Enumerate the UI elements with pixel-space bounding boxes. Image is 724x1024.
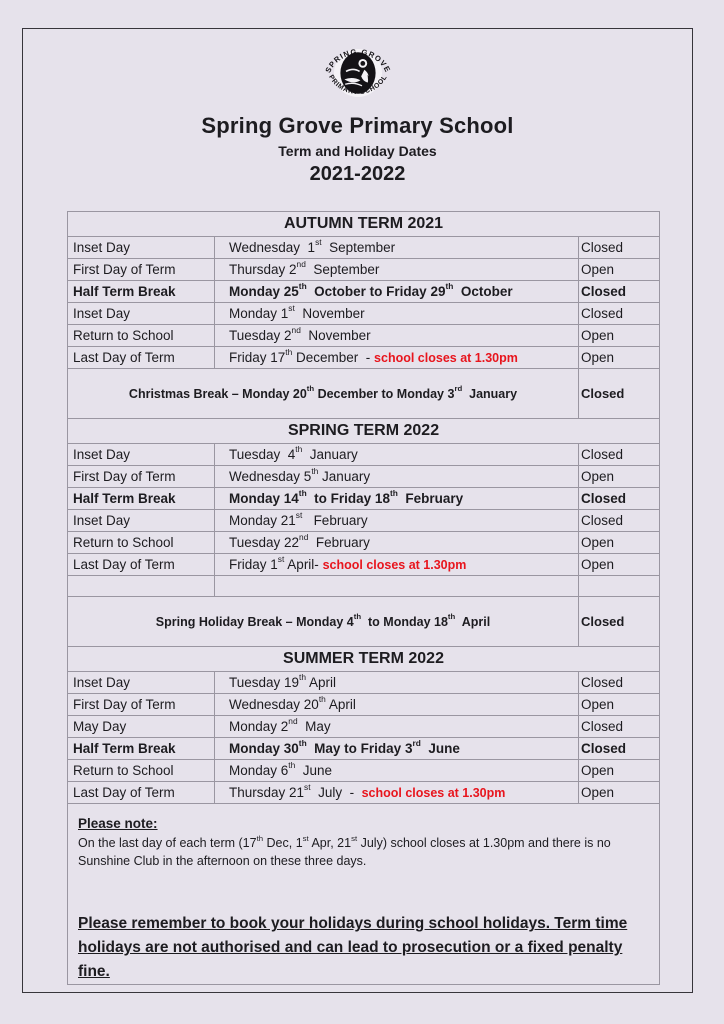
event-label-cell: First Day of Term bbox=[68, 466, 215, 488]
term-event-row bbox=[68, 347, 660, 369]
event-date-cell: Monday 2nd May bbox=[215, 716, 579, 738]
please-note-heading: Please note: bbox=[78, 816, 158, 831]
event-label-cell: First Day of Term bbox=[68, 259, 215, 281]
event-date-cell: Monday 1st November bbox=[215, 303, 579, 325]
event-status-cell: Open bbox=[579, 760, 660, 782]
term-event-row bbox=[68, 281, 660, 303]
term-event-row bbox=[68, 716, 660, 738]
event-date-cell: Friday 17th December - school closes at 1.30pm bbox=[215, 347, 579, 369]
event-status-cell: Closed bbox=[579, 237, 660, 259]
event-date-cell: Monday 30th May to Friday 3rd June bbox=[215, 738, 579, 760]
term-section-title-cell: SPRING TERM 2022 bbox=[68, 419, 660, 444]
holiday-break-row bbox=[68, 597, 660, 647]
term-event-row bbox=[68, 782, 660, 804]
event-date-cell: Tuesday 22nd February bbox=[215, 532, 579, 554]
school-year-range: 2021-2022 bbox=[309, 163, 406, 185]
term-event-row bbox=[68, 444, 660, 466]
event-status-cell: Open bbox=[579, 782, 660, 804]
notes-row bbox=[68, 804, 660, 985]
event-label-cell: Return to School bbox=[68, 325, 215, 347]
event-label-cell: Return to School bbox=[68, 532, 215, 554]
page-title: Spring Grove Primary School bbox=[201, 113, 514, 138]
event-date-cell: Thursday 2nd September bbox=[215, 259, 579, 281]
event-date-cell: Monday 21st February bbox=[215, 510, 579, 532]
event-label-cell: Inset Day bbox=[68, 672, 215, 694]
event-date-cell: Monday 14th to Friday 18th February bbox=[215, 488, 579, 510]
holiday-break-row bbox=[68, 369, 660, 419]
event-date-cell: Friday 1st April- school closes at 1.30pm bbox=[215, 554, 579, 576]
notes-cell bbox=[68, 804, 660, 985]
please-note-body: On the last day of each term (17th Dec, 1st Apr, 21st July) school closes at 1.30pm and there is no Sunshine Club in the afternoon on these three days. bbox=[78, 833, 611, 869]
term-event-row bbox=[68, 466, 660, 488]
event-date-cell: Wednesday 5th January bbox=[215, 466, 579, 488]
event-label-cell: Last Day of Term bbox=[68, 347, 215, 369]
event-date-cell: Wednesday 1st September bbox=[215, 237, 579, 259]
term-section-title-cell: SUMMER TERM 2022 bbox=[68, 647, 660, 672]
logo-arc-top-text: SPRING GROVE bbox=[322, 47, 393, 75]
logo-arc-bottom-text: PRIMARY SCHOOL bbox=[326, 73, 389, 97]
event-date-cell: Thursday 21st July - school closes at 1.30pm bbox=[215, 782, 579, 804]
event-status-cell: Closed bbox=[579, 444, 660, 466]
event-date-cell: Tuesday 4th January bbox=[215, 444, 579, 466]
event-status-cell: Open bbox=[579, 347, 660, 369]
term-event-row bbox=[68, 488, 660, 510]
school-logo bbox=[310, 33, 406, 113]
early-close-annotation: school closes at 1.30pm bbox=[361, 786, 506, 800]
event-status-cell: Closed bbox=[579, 281, 660, 303]
event-date-cell: Monday 25th October to Friday 29th October bbox=[215, 281, 579, 303]
page-subtitle: Term and Holiday Dates bbox=[278, 143, 437, 159]
holiday-break-status-cell: Closed bbox=[579, 369, 660, 419]
event-date-cell: Monday 6th June bbox=[215, 760, 579, 782]
term-event-row bbox=[68, 325, 660, 347]
event-label-cell: First Day of Term bbox=[68, 694, 215, 716]
event-date-cell: Wednesday 20th April bbox=[215, 694, 579, 716]
holiday-break-status-cell: Closed bbox=[579, 597, 660, 647]
event-status-cell: Closed bbox=[579, 716, 660, 738]
term-event-row bbox=[68, 510, 660, 532]
event-status-cell: Open bbox=[579, 325, 660, 347]
event-label-cell: Inset Day bbox=[68, 444, 215, 466]
event-label-cell: Last Day of Term bbox=[68, 782, 215, 804]
early-close-annotation: school closes at 1.30pm bbox=[322, 558, 467, 572]
event-status-cell: Closed bbox=[579, 303, 660, 325]
spacer-row bbox=[68, 576, 660, 597]
event-status-cell: Closed bbox=[579, 672, 660, 694]
term-event-row bbox=[68, 694, 660, 716]
event-status-cell: Open bbox=[579, 466, 660, 488]
empty-cell bbox=[215, 576, 579, 597]
event-status-cell: Open bbox=[579, 694, 660, 716]
event-label-cell: Inset Day bbox=[68, 510, 215, 532]
term-event-row bbox=[68, 303, 660, 325]
event-status-cell: Open bbox=[579, 532, 660, 554]
event-status-cell: Closed bbox=[579, 738, 660, 760]
event-date-cell: Tuesday 19th April bbox=[215, 672, 579, 694]
term-event-row bbox=[68, 237, 660, 259]
empty-cell bbox=[579, 576, 660, 597]
holiday-warning-text: Please remember to book your holidays during school holidays. Term time holidays are not authorised and can lead to prosecution or a fixed penalty fine. bbox=[78, 915, 628, 981]
event-status-cell: Closed bbox=[579, 510, 660, 532]
event-label-cell: Inset Day bbox=[68, 237, 215, 259]
event-label-cell: Inset Day bbox=[68, 303, 215, 325]
term-event-row bbox=[68, 554, 660, 576]
event-label-cell: Half Term Break bbox=[68, 281, 215, 303]
event-status-cell: Open bbox=[579, 554, 660, 576]
term-event-row bbox=[68, 259, 660, 281]
event-label-cell: Return to School bbox=[68, 760, 215, 782]
event-label-cell: Half Term Break bbox=[68, 488, 215, 510]
term-section-header-row bbox=[68, 212, 660, 237]
term-section-title-cell: AUTUMN TERM 2021 bbox=[68, 212, 660, 237]
term-section-header-row bbox=[68, 419, 660, 444]
event-status-cell: Open bbox=[579, 259, 660, 281]
holiday-break-text-cell: Spring Holiday Break – Monday 4th to Monday 18th April bbox=[68, 597, 579, 647]
event-label-cell: Last Day of Term bbox=[68, 554, 215, 576]
term-dates-table bbox=[67, 211, 660, 985]
event-label-cell: May Day bbox=[68, 716, 215, 738]
term-event-row bbox=[68, 672, 660, 694]
term-event-row bbox=[68, 532, 660, 554]
holiday-break-text-cell: Christmas Break – Monday 20th December to Monday 3rd January bbox=[68, 369, 579, 419]
event-status-cell: Closed bbox=[579, 488, 660, 510]
term-event-row bbox=[68, 738, 660, 760]
term-section-header-row bbox=[68, 647, 660, 672]
early-close-annotation: school closes at 1.30pm bbox=[374, 351, 518, 365]
term-event-row bbox=[68, 760, 660, 782]
event-date-cell: Tuesday 2nd November bbox=[215, 325, 579, 347]
empty-cell bbox=[68, 576, 215, 597]
page-frame bbox=[22, 28, 693, 993]
event-label-cell: Half Term Break bbox=[68, 738, 215, 760]
